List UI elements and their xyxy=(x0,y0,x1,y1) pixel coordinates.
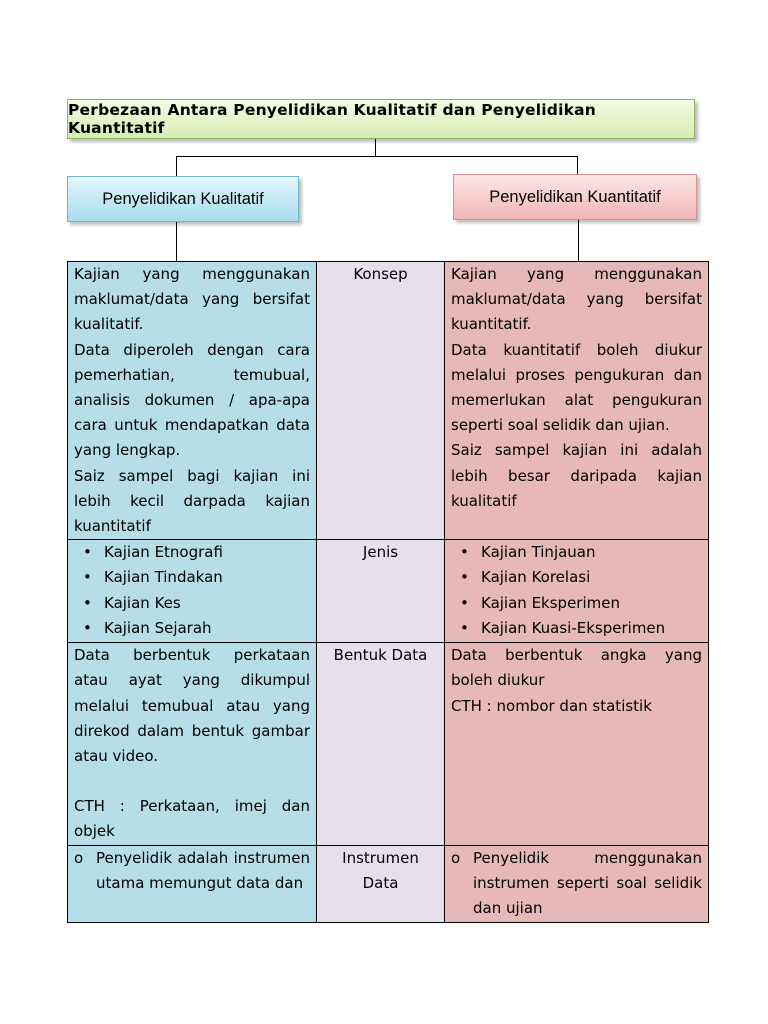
qualitative-list xyxy=(74,846,310,896)
qualitative-text: Data berbentuk perkataan atau ayat yang dikumpul melalui temubual atau yang direkod dalam bentuk gambar atau video. xyxy=(74,646,310,766)
qualitative-list xyxy=(74,540,310,641)
aspect-label: Jenis xyxy=(362,543,399,562)
list-item: • Kajian Tindakan xyxy=(104,565,310,590)
list-item: • Kajian Etnografi xyxy=(104,540,310,565)
list-item: • Kajian Eksperimen xyxy=(481,591,702,616)
quantitative-text: Kajian yang menggunakan maklumat/data yang bersifat kuantitatif. xyxy=(451,265,702,334)
aspect-label: Instrumen Data xyxy=(342,848,419,892)
diagram-title: Perbezaan Antara Penyelidikan Kualitatif dan Penyelidikan Kuantitatif xyxy=(67,99,695,139)
list-item: o Penyelidik menggunakan instrumen seperti soal selidik dan ujian xyxy=(473,846,702,922)
aspect-label: Konsep xyxy=(353,265,408,283)
quantitative-cell xyxy=(445,643,709,845)
qualitative-cell xyxy=(68,845,317,922)
connector-right-table xyxy=(578,220,579,261)
connector-left-down xyxy=(176,156,177,176)
qualitative-heading: Penyelidikan Kualitatif xyxy=(67,176,299,222)
qualitative-text: CTH : Perkataan, imej dan objek xyxy=(74,797,310,841)
aspect-cell xyxy=(317,845,445,922)
quantitative-list xyxy=(451,846,702,922)
list-item: • Kajian Sejarah xyxy=(104,616,310,641)
qualitative-text: Data diperoleh dengan cara pemerhatian, temubual, analisis dokumen / apa-apa cara untuk mendapatkan data yang lengkap. xyxy=(74,340,310,460)
list-item: • Kajian Tinjauan xyxy=(481,540,702,565)
quantitative-heading: Penyelidikan Kuantitatif xyxy=(453,174,697,220)
table-row xyxy=(68,845,709,922)
paragraph-spacer xyxy=(74,769,310,794)
quantitative-list xyxy=(451,540,702,641)
list-item: • Kajian Kuasi-Eksperimen xyxy=(481,616,702,641)
list-item: • Kajian Kes xyxy=(104,591,310,616)
table-row xyxy=(68,540,709,643)
connector-horizontal xyxy=(176,156,578,157)
qualitative-cell xyxy=(68,643,317,845)
qualitative-cell xyxy=(68,540,317,643)
connector-title-stem xyxy=(375,139,376,157)
quantitative-text: Data kuantitatif boleh diukur melalui proses pengukuran dan memerlukan alat pengukuran seperti soal selidik dan ujian. xyxy=(451,340,702,435)
aspect-label: Bentuk Data xyxy=(333,646,428,665)
table-row xyxy=(68,643,709,845)
quantitative-text: Saiz sampel kajian ini adalah lebih besar daripada kajian kualitatif xyxy=(451,441,702,510)
qualitative-text: Kajian yang menggunakan maklumat/data yang bersifat kualitatif. xyxy=(74,265,310,334)
aspect-cell xyxy=(317,540,445,643)
comparison-table xyxy=(67,261,709,923)
list-item: • Kajian Korelasi xyxy=(481,565,702,590)
quantitative-text: CTH : nombor dan statistik xyxy=(451,696,652,715)
quantitative-cell xyxy=(445,262,709,540)
qualitative-text: Saiz sampel bagi kajian ini lebih kecil darpada kajian kuantitatif xyxy=(74,466,310,536)
connector-left-table xyxy=(176,222,177,261)
list-item: o Penyelidik adalah instrumen utama memungut data dan xyxy=(96,846,310,896)
qualitative-cell xyxy=(68,262,317,540)
quantitative-text: Data berbentuk angka yang boleh diukur xyxy=(451,646,702,690)
connector-right-down xyxy=(577,156,578,174)
quantitative-cell xyxy=(445,540,709,643)
aspect-cell xyxy=(317,643,445,845)
aspect-cell xyxy=(317,262,445,540)
quantitative-cell xyxy=(445,845,709,922)
table-row xyxy=(68,262,709,540)
